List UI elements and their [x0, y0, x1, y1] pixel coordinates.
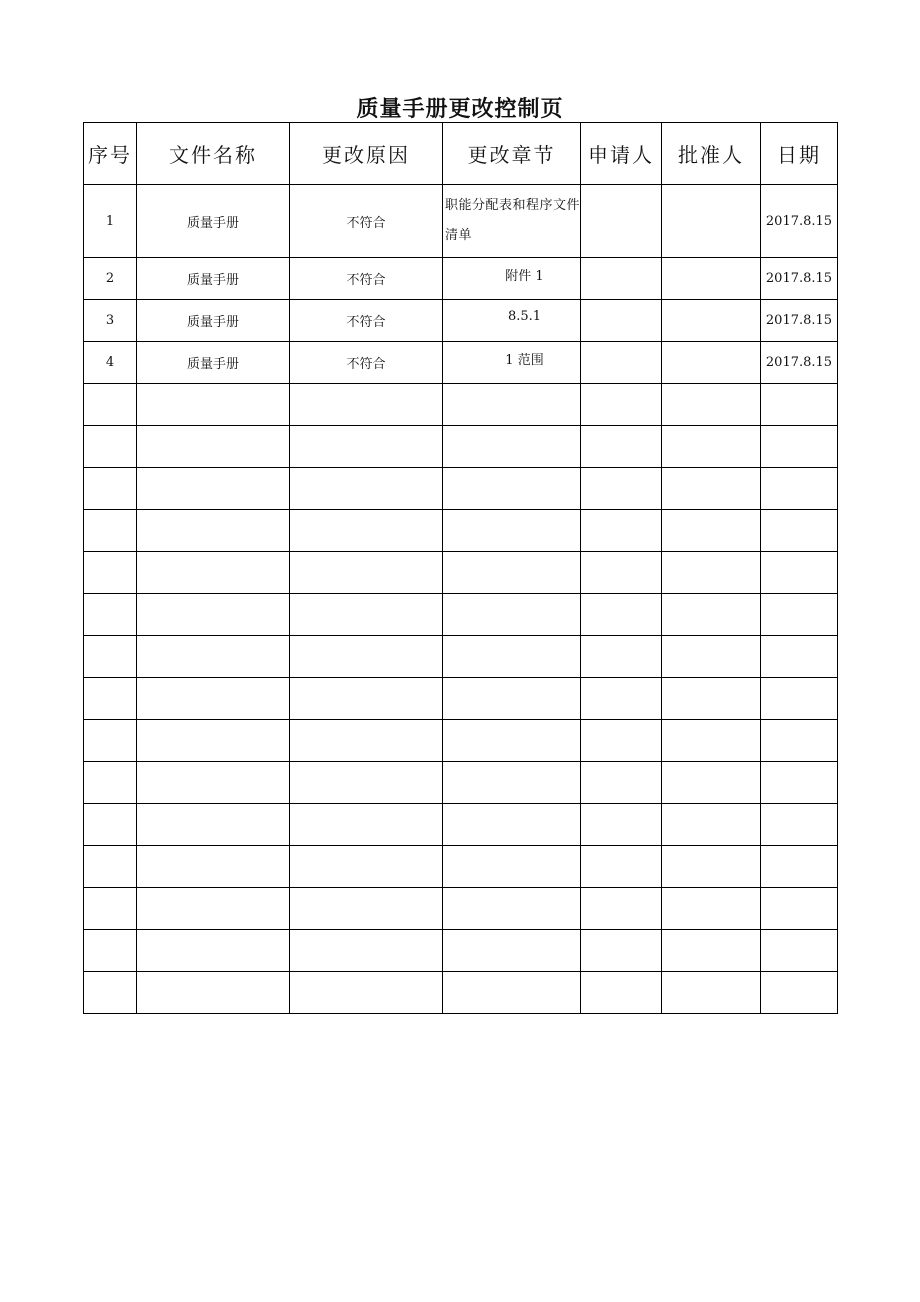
cell-change-chapter	[443, 300, 581, 342]
empty-cell	[581, 846, 662, 888]
cell-change-reason: 不符合	[290, 342, 443, 384]
empty-cell	[761, 636, 838, 678]
empty-cell	[137, 930, 290, 972]
empty-cell	[290, 552, 443, 594]
cell-applicant	[581, 258, 662, 300]
empty-cell	[761, 426, 838, 468]
empty-cell	[443, 846, 581, 888]
cell-date: 2017.8.15	[761, 258, 838, 300]
table-row	[84, 300, 838, 342]
empty-cell	[443, 636, 581, 678]
empty-cell	[662, 762, 761, 804]
cell-change-chapter	[443, 258, 581, 300]
empty-cell	[761, 678, 838, 720]
empty-cell	[290, 468, 443, 510]
empty-cell	[137, 720, 290, 762]
empty-cell	[84, 678, 137, 720]
empty-cell	[443, 888, 581, 930]
cell-file-name: 质量手册	[137, 258, 290, 300]
empty-table-row	[84, 804, 838, 846]
empty-cell	[137, 552, 290, 594]
empty-cell	[84, 468, 137, 510]
empty-cell	[581, 384, 662, 426]
empty-cell	[761, 384, 838, 426]
empty-cell	[137, 888, 290, 930]
empty-cell	[761, 510, 838, 552]
empty-table-row	[84, 594, 838, 636]
empty-cell	[84, 888, 137, 930]
cell-approver	[662, 342, 761, 384]
empty-table-row	[84, 384, 838, 426]
empty-cell	[290, 972, 443, 1014]
empty-cell	[761, 762, 838, 804]
cell-change-chapter	[443, 342, 581, 384]
cell-date: 2017.8.15	[761, 342, 838, 384]
empty-cell	[84, 972, 137, 1014]
empty-cell	[581, 762, 662, 804]
empty-table-row	[84, 510, 838, 552]
empty-cell	[662, 846, 761, 888]
empty-cell	[137, 384, 290, 426]
empty-cell	[84, 594, 137, 636]
empty-cell	[290, 762, 443, 804]
empty-cell	[662, 678, 761, 720]
blank-rows	[84, 384, 838, 1014]
empty-cell	[662, 426, 761, 468]
empty-cell	[443, 468, 581, 510]
empty-cell	[761, 972, 838, 1014]
empty-table-row	[84, 762, 838, 804]
chapter-text: 1 范围	[505, 353, 544, 368]
empty-cell	[443, 552, 581, 594]
table-row	[84, 185, 838, 258]
empty-cell	[662, 930, 761, 972]
empty-table-row	[84, 678, 838, 720]
empty-cell	[662, 720, 761, 762]
empty-cell	[290, 594, 443, 636]
empty-cell	[662, 552, 761, 594]
empty-cell	[662, 594, 761, 636]
empty-cell	[662, 804, 761, 846]
cell-applicant	[581, 342, 662, 384]
header-row	[84, 123, 838, 185]
empty-cell	[662, 384, 761, 426]
empty-cell	[84, 846, 137, 888]
empty-cell	[581, 930, 662, 972]
empty-cell	[761, 720, 838, 762]
cell-change-chapter: 职能分配表和程序文件清单	[443, 185, 581, 258]
empty-cell	[662, 636, 761, 678]
chapter-text: 附件 1	[505, 269, 544, 284]
empty-cell	[443, 804, 581, 846]
empty-cell	[581, 636, 662, 678]
empty-cell	[84, 510, 137, 552]
empty-cell	[662, 972, 761, 1014]
empty-cell	[581, 426, 662, 468]
cell-approver	[662, 185, 761, 258]
empty-cell	[290, 426, 443, 468]
empty-cell	[290, 678, 443, 720]
empty-table-row	[84, 888, 838, 930]
empty-cell	[84, 930, 137, 972]
empty-cell	[84, 426, 137, 468]
empty-cell	[581, 972, 662, 1014]
empty-cell	[581, 552, 662, 594]
empty-cell	[290, 384, 443, 426]
cell-approver	[662, 300, 761, 342]
cell-change-reason: 不符合	[290, 258, 443, 300]
empty-cell	[761, 888, 838, 930]
empty-cell	[137, 972, 290, 1014]
header-applicant: 申请人	[581, 123, 662, 185]
empty-cell	[761, 552, 838, 594]
empty-cell	[137, 804, 290, 846]
cell-approver	[662, 258, 761, 300]
header-serial: 序号	[84, 123, 137, 185]
empty-cell	[443, 594, 581, 636]
empty-cell	[581, 720, 662, 762]
empty-cell	[290, 636, 443, 678]
empty-cell	[581, 888, 662, 930]
empty-cell	[84, 720, 137, 762]
cell-applicant	[581, 185, 662, 258]
empty-cell	[443, 510, 581, 552]
empty-cell	[290, 510, 443, 552]
empty-table-row	[84, 552, 838, 594]
empty-cell	[137, 762, 290, 804]
cell-file-name: 质量手册	[137, 342, 290, 384]
empty-cell	[84, 636, 137, 678]
cell-applicant	[581, 300, 662, 342]
empty-cell	[662, 468, 761, 510]
cell-date: 2017.8.15	[761, 185, 838, 258]
empty-cell	[84, 762, 137, 804]
empty-cell	[443, 384, 581, 426]
empty-cell	[137, 678, 290, 720]
empty-table-row	[84, 720, 838, 762]
header-change-chapter: 更改章节	[443, 123, 581, 185]
empty-cell	[443, 720, 581, 762]
empty-table-row	[84, 636, 838, 678]
empty-cell	[290, 888, 443, 930]
cell-serial: 3	[84, 300, 137, 342]
header-approver: 批准人	[662, 123, 761, 185]
empty-cell	[761, 804, 838, 846]
empty-cell	[84, 384, 137, 426]
empty-cell	[761, 594, 838, 636]
page-title: 质量手册更改控制页	[356, 96, 564, 122]
empty-table-row	[84, 972, 838, 1014]
header-file-name: 文件名称	[137, 123, 290, 185]
cell-serial: 4	[84, 342, 137, 384]
header-date: 日期	[761, 123, 838, 185]
empty-cell	[761, 930, 838, 972]
empty-cell	[290, 720, 443, 762]
empty-table-row	[84, 846, 838, 888]
empty-cell	[581, 468, 662, 510]
header-change-reason: 更改原因	[290, 123, 443, 185]
empty-cell	[290, 930, 443, 972]
cell-file-name: 质量手册	[137, 185, 290, 258]
cell-change-reason: 不符合	[290, 300, 443, 342]
empty-table-row	[84, 930, 838, 972]
empty-cell	[290, 846, 443, 888]
cell-change-reason: 不符合	[290, 185, 443, 258]
empty-cell	[443, 678, 581, 720]
empty-cell	[443, 972, 581, 1014]
empty-cell	[137, 510, 290, 552]
empty-cell	[137, 426, 290, 468]
empty-cell	[581, 594, 662, 636]
empty-cell	[761, 846, 838, 888]
empty-table-row	[84, 468, 838, 510]
empty-cell	[662, 888, 761, 930]
empty-cell	[137, 468, 290, 510]
empty-cell	[443, 762, 581, 804]
table-row	[84, 258, 838, 300]
empty-cell	[137, 846, 290, 888]
empty-cell	[84, 804, 137, 846]
empty-cell	[84, 552, 137, 594]
table-row	[84, 342, 838, 384]
empty-table-row	[84, 426, 838, 468]
empty-cell	[662, 510, 761, 552]
empty-cell	[443, 930, 581, 972]
chapter-text: 8.5.1	[507, 309, 542, 324]
empty-cell	[290, 804, 443, 846]
empty-cell	[137, 594, 290, 636]
cell-file-name: 质量手册	[137, 300, 290, 342]
cell-serial: 2	[84, 258, 137, 300]
cell-serial: 1	[84, 185, 137, 258]
empty-cell	[581, 804, 662, 846]
cell-date: 2017.8.15	[761, 300, 838, 342]
empty-cell	[581, 678, 662, 720]
empty-cell	[581, 510, 662, 552]
empty-cell	[443, 426, 581, 468]
empty-cell	[137, 636, 290, 678]
change-control-table	[83, 122, 838, 1014]
empty-cell	[761, 468, 838, 510]
